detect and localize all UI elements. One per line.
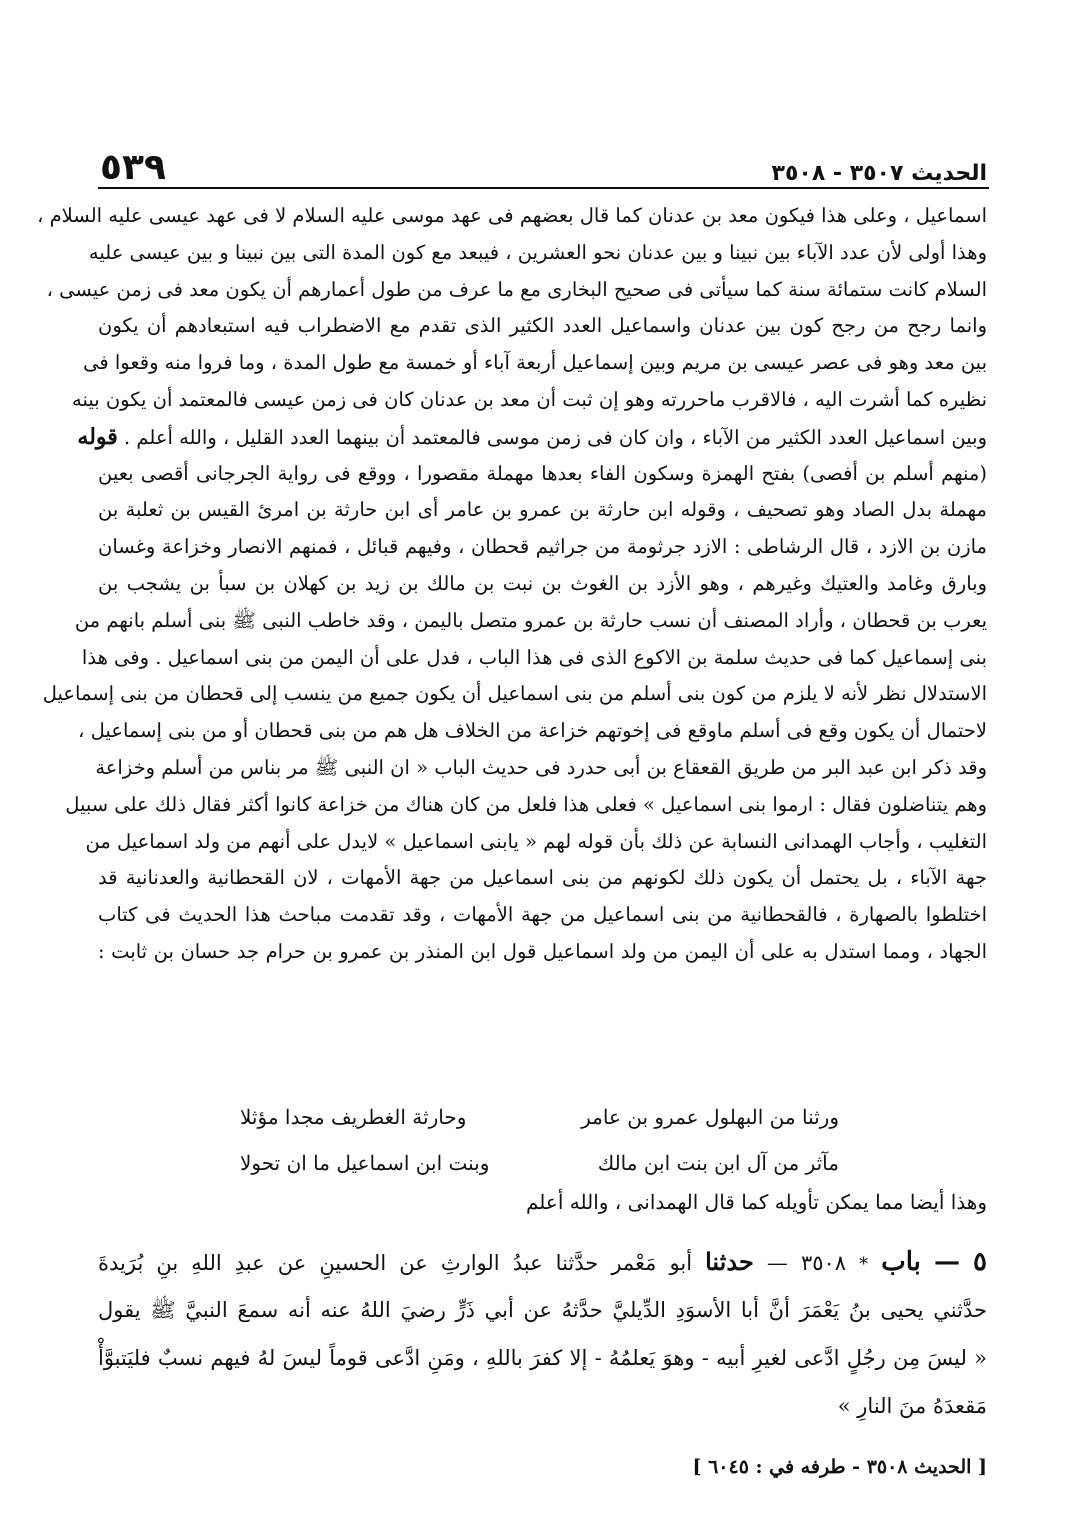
verse-first-hemistich: ورثنا من البهلول عمرو بن عامر: [581, 1105, 839, 1129]
hadith-line: حدَّثني يحيى بنُ يَعْمَرَ أنَّ أبا الأسوَدِ الدِّيليَّ حدَّثهُ عن أبي ذَرٍّ رضيَ اللهُ عنه أنه سمعَ النبيَّ ﷺ يقول: [98, 1298, 987, 1322]
page-number: ٥٣٩: [100, 147, 166, 188]
commentary-line: السلام كانت ستمائة سنة كما سيأتى فى صحيح البخارى مع ما عرف من طول أعمارهم أن يكون معد فى زمن عيسى ،: [46, 277, 987, 301]
verse-first-hemistich: مآثر من آل ابن بنت ابن مالك: [597, 1151, 839, 1175]
commentary-line: وانما رجح من رجح كون بين عدنان واسماعيل العدد الكثير الذى تقدم مع الاضطراب فيه استبعادهم أن يكون: [98, 314, 987, 338]
verse-second-hemistich: وحارثة الغطريف مجدا مؤثلا: [240, 1105, 467, 1129]
poem-verse: [240, 1140, 839, 1186]
commentary-line: وهم يتناضلون فقال : ارموا بنى اسماعيل » فعلى هذا فلعل من كان هناك من خزاعة كانوا أكثر فقال ذلك على سبيل: [65, 792, 987, 816]
commentary-line: [77, 419, 987, 456]
commentary-line: اسماعيل ، وعلى هذا فيكون معد بن عدنان كما قال بعضهم فى عهد موسى عليه السلام لا فى عهد عيسى عليه السلام ،: [37, 204, 987, 227]
commentary-line: (منهم أسلم بن أفصى) بفتح الهمزة وسكون الفاء بعدها مهملة مقصورا ، ووقع فى رواية الجرجانى أقصى بعين: [98, 461, 987, 485]
commentary-line: وبارق وغامد والعتيك وغيرهم ، وهو الأزد بن الغوث بن نبت بن مالك بن زيد بن كهلان بن سبأ بن يشجب بن: [98, 571, 987, 595]
verse-second-hemistich: وبنت ابن اسماعيل ما ان تحولا: [240, 1151, 490, 1175]
commentary-segment: وبين اسماعيل العدد الكثير من الآباء ، وان كان فى زمن موسى فالمعتمد أن بينهما العدد القليل ، والله أعلم .: [124, 425, 987, 449]
hadith-heading-line: [98, 1238, 987, 1286]
hadith-block: [98, 1238, 987, 1430]
commentary-text: [37, 198, 987, 971]
qawluh-marker: قوله: [77, 423, 118, 450]
hadith-line: مَقعدَهُ منَ النارِ »: [837, 1394, 987, 1418]
commentary-line: الجهاد ، ومما استدل به على أن اليمن من ولد اسماعيل قول ابن المنذر بن عمرو بن حرام جد حسان بن ثابت :: [98, 939, 987, 963]
commentary-line: يعرب بن قحطان ، وأراد المصنف أن نسب حارثة بن عمرو متصل باليمن ، وقد خاطب النبى ﷺ بنى أسلم بانهم من: [74, 608, 987, 632]
hadith-line: « ليسَ مِن رجُلٍ ادَّعى لغيرِ أبيه - وهوَ يَعلمُهُ - إلا كفرَ باللهِ ، ومَنِ ادَّعى قوماً ليسَ لهُ فيهم نسبٌ فليَتبوَّأْ: [98, 1346, 987, 1370]
page-header: [100, 138, 987, 186]
header-rule: [98, 187, 989, 189]
commentary-line: الاستدلال نظر لأنه لا يلزم من كون بنى أسلم من بنى اسماعيل أن يكون جميع من ينسب إلى قحطان من بنى إسماعيل: [42, 682, 987, 706]
hadith-number: ٣٥٠٨: [800, 1251, 847, 1275]
number-dash: —: [766, 1251, 788, 1275]
commentary-line: بنى إسماعيل كما فى حديث سلمة بن الاكوع الذى فى هذا الباب ، فدل على أن اليمن من بنى اسماعيل . وفى هذا: [81, 645, 987, 669]
running-title: الحديث ٣٥٠٧ - ٣٥٠٨: [771, 161, 987, 186]
haddathana-marker: حدثنا: [705, 1247, 754, 1276]
isnad-text: أبو مَعْمر حدَّثنا عبدُ الوارثِ عن الحسينِ عن عبدِ اللهِ بنِ بُرَيدةَ: [98, 1251, 693, 1275]
star-marker: *: [859, 1254, 869, 1275]
commentary-line: مهملة بدل الصاد وهو تصحيف ، وقوله ابن حارثة بن عمرو بن عامر أى ابن حارثة بن امرئ القيس بن ثعلبة بن: [98, 498, 987, 522]
closing-remark: وهذا أيضا مما يمكن تأويله كما قال الهمدانى ، والله أعلم: [525, 1190, 987, 1214]
commentary-line: اختلطوا بالصهارة ، فالقحطانية من بنى اسماعيل من جهة الأمهات ، وقد تقدمت مباحث هذا الحديث فى كتاب: [98, 903, 987, 927]
commentary-line: لاحتمال أن يكون وقع فى أسلم ماوقع فى إخوتهم خزاعة من الخلاف هل هم من بنى قحطان أو من بنى إسماعيل ،: [78, 719, 987, 743]
commentary-line: التغليب ، وأجاب الهمدانى النسابة عن ذلك بأن قوله لهم « يابنى اسماعيل » لايدل على أنهم من ولد اسماعيل من: [85, 829, 987, 853]
commentary-line: بين معد وهو فى عصر عيسى بن مريم وبين إسماعيل أربعة آباء أو خمسة مع طول المدة ، وما فروا منه وقعوا فى: [83, 351, 987, 375]
commentary-line: جهة الآباء ، بل يحتمل أن يكون ذلك لكونهم من بنى اسماعيل من جهة الأمهات ، لان القحطانية والعدنانية قد: [98, 866, 987, 890]
commentary-line: مازن بن الازد ، قال الرشاطى : الازد جرثومة من جراثيم قحطان ، وفيهم قبائل ، فمنهم الانصار وخزاعة وغسان: [98, 535, 987, 559]
commentary-line: وهذا أولى لأن عدد الآباء بين نبينا و بين عدنان نحو العشرين ، فيبعد مع كون المدة التى بين نبينا و بين عيسى عليه: [88, 240, 987, 264]
poem-verses: [240, 1094, 839, 1186]
chapter-dash: —: [933, 1247, 960, 1277]
bab-label: باب: [881, 1247, 921, 1277]
commentary-line: نظيره كما أشرت اليه ، فالاقرب ماحررته وهو إن ثبت أن معد بن عدنان كان فى زمن عيسى فالمعتمد أن يكون بينه: [71, 387, 987, 411]
poem-verse: [240, 1094, 839, 1140]
commentary-line: وقد ذكر ابن عبد البر من طريق القعقاع بن أبى حدرد فى حديث الباب « ان النبى ﷺ مر بناس من أسلم وخزاعة: [95, 755, 987, 779]
cross-reference-note: [ الحديث ٣٥٠٨ - طرفه في : ٦٠٤٥ ]: [692, 1456, 987, 1478]
chapter-number: ٥: [973, 1247, 987, 1277]
